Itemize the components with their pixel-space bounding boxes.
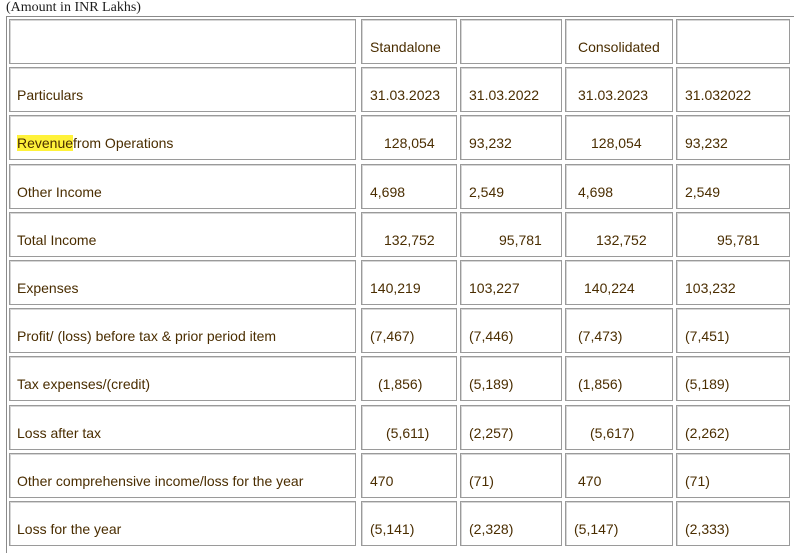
value-cell [460, 453, 562, 498]
row-label: Particulars [17, 87, 84, 104]
value-text: (71) [469, 472, 494, 489]
value-cell [676, 164, 790, 209]
row-label: Other comprehensive income/loss for the year [17, 472, 304, 489]
value-cell [361, 164, 457, 209]
value-text: 140,224 [584, 280, 635, 296]
value-text: 103,232 [685, 280, 736, 296]
header-group-cell [565, 19, 673, 64]
row-label-cell [9, 164, 356, 209]
value-text: (1,856) [578, 376, 623, 393]
value-cell [676, 308, 790, 353]
row-label-cell [9, 260, 356, 305]
value-text: (5,141) [370, 521, 415, 537]
value-text: 132,752 [384, 231, 435, 248]
row-label-rest: from Operations [73, 135, 174, 152]
row-label-cell [9, 501, 356, 546]
row-label-cell [9, 405, 356, 450]
value-cell [565, 260, 673, 305]
value-cell [460, 308, 562, 353]
date-label: 31.03.2023 [578, 87, 649, 104]
value-cell [565, 212, 673, 257]
value-text: 470 [370, 472, 394, 489]
value-cell [460, 405, 562, 450]
row-label-cell [9, 308, 356, 353]
value-text: (1,856) [378, 376, 423, 393]
row-label-cell [9, 212, 356, 257]
value-text: (7,467) [370, 328, 415, 345]
value-cell [361, 115, 457, 160]
value-text: (7,446) [469, 328, 514, 345]
value-cell [565, 164, 673, 209]
value-cell [676, 501, 790, 546]
value-text: (5,617) [590, 424, 635, 441]
date-label: 31.032022 [685, 87, 752, 104]
header-blank-cell [9, 19, 356, 64]
header-group-cell [361, 19, 457, 64]
row-label: Tax expenses/(credit) [17, 376, 151, 393]
value-text: 103,227 [469, 280, 520, 296]
value-text: 128,054 [384, 135, 435, 152]
value-text: (71) [685, 472, 710, 489]
financial-table [6, 16, 794, 553]
value-cell [460, 115, 562, 160]
value-text: 4,698 [370, 183, 406, 200]
value-cell [676, 115, 790, 160]
header-group-cell [676, 19, 790, 64]
value-cell [565, 501, 673, 546]
value-cell [676, 212, 790, 257]
value-text: (7,473) [578, 328, 623, 345]
value-text: 4,698 [578, 183, 614, 200]
row-label: Total Income [17, 231, 97, 248]
value-text: 2,549 [469, 183, 505, 200]
value-cell [361, 405, 457, 450]
value-cell [565, 356, 673, 401]
value-cell [361, 501, 457, 546]
value-cell [460, 501, 562, 546]
value-cell [460, 212, 562, 257]
value-cell [460, 260, 562, 305]
value-text: 93,232 [469, 135, 512, 152]
value-text: (2,328) [469, 521, 514, 537]
row-label: Loss after tax [17, 424, 102, 441]
header-group-label: Consolidated [578, 39, 660, 55]
row-label: Expenses [17, 280, 79, 296]
value-cell [676, 405, 790, 450]
value-cell [460, 356, 562, 401]
value-cell [361, 212, 457, 257]
value-text: 95,781 [717, 231, 760, 248]
value-text: 128,054 [591, 135, 642, 152]
value-text: 2,549 [685, 183, 721, 200]
value-cell [565, 453, 673, 498]
value-text: (5,147) [574, 521, 619, 537]
header-group-cell [460, 19, 562, 64]
value-cell [361, 453, 457, 498]
highlighted-text: Revenue [17, 135, 74, 152]
value-cell [361, 356, 457, 401]
date-header-cell [460, 67, 562, 112]
row-label: Profit/ (loss) before tax & prior period item [17, 328, 277, 345]
value-text: (5,189) [685, 376, 730, 393]
value-text: (5,611) [386, 424, 430, 441]
value-cell [460, 164, 562, 209]
value-text: (2,262) [685, 424, 730, 441]
header-group-label: Standalone [370, 39, 441, 55]
row-label-cell [9, 453, 356, 498]
date-header-cell [361, 67, 457, 112]
date-label: 31.03.2023 [370, 87, 441, 104]
value-text: (2,257) [469, 424, 514, 441]
value-text: 93,232 [685, 135, 728, 152]
value-cell [676, 260, 790, 305]
date-label: 31.03.2022 [469, 87, 540, 104]
row-label-cell [9, 356, 356, 401]
value-cell [565, 308, 673, 353]
value-text: (7,451) [685, 328, 730, 345]
value-cell [361, 308, 457, 353]
date-header-cell [565, 67, 673, 112]
row-label: Loss for the year [17, 521, 122, 537]
particulars-header-cell [9, 67, 356, 112]
value-cell [361, 260, 457, 305]
value-text: (2,333) [685, 521, 730, 537]
value-text: 470 [578, 472, 602, 489]
value-text: 95,781 [499, 231, 542, 248]
date-header-cell [676, 67, 790, 112]
value-text: 132,752 [596, 231, 647, 248]
amount-caption: (Amount in INR Lakhs) [6, 0, 141, 15]
row-label-cell [9, 115, 356, 160]
value-cell [676, 453, 790, 498]
value-text: (5,189) [469, 376, 514, 393]
value-cell [565, 405, 673, 450]
value-cell [676, 356, 790, 401]
value-text: 140,219 [370, 280, 421, 296]
row-label: Other Income [17, 183, 102, 200]
value-cell [565, 115, 673, 160]
